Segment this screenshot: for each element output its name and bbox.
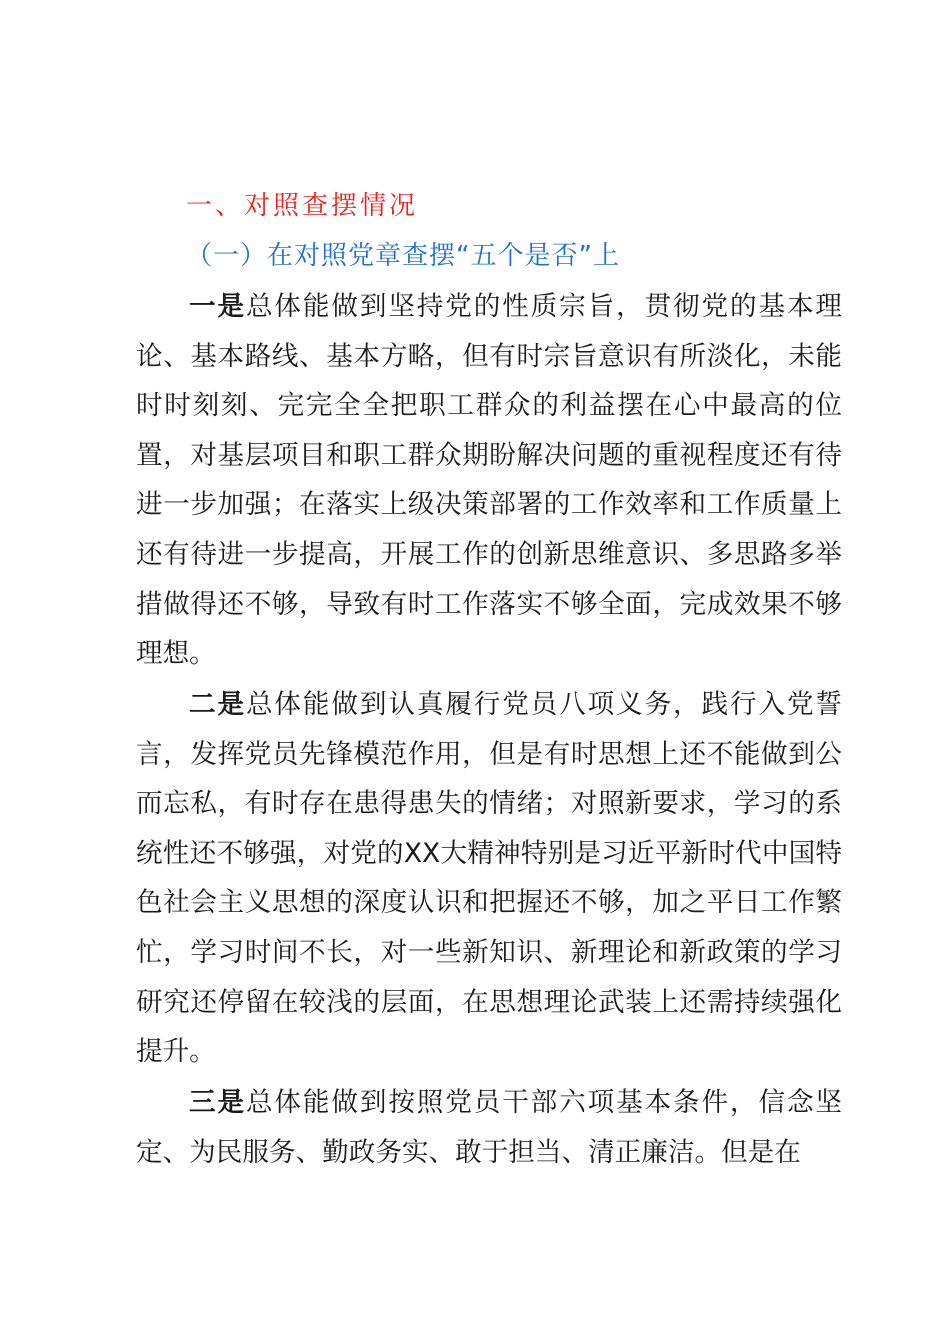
section-heading: 一、对照查摆情况 (186, 191, 419, 221)
subsection-heading: （一）在对照党章查摆“五个是否”上 (186, 241, 620, 271)
paragraph-2-text: 总体能做到认真履行党员八项义务，践行入党誓言，发挥党员先锋模范作用，但是有时思想上还不能做到公而忘私，有时存在患得患失的情绪；对照新要求，学习的系统性还不够强，对党的XX大精神特别是习近平新时代中国特色社会主义思想的深度认识和把握还不够，加之平日工作繁忙，学习时间不长，对一些新知识、新理论和新政策的学习研究还停留在较浅的层面，在思想理论武装上还需持续强化提升。 (136, 689, 843, 1068)
paragraph-3-lead: 三是 (189, 1087, 246, 1118)
paragraph-3-text: 总体能做到按照党员干部六项基本条件，信念坚定、为民服务、勤政务实、敢于担当、清正廉洁。但是在 (136, 1087, 843, 1168)
paragraph-1-text: 总体能做到坚持党的性质宗旨，贯彻党的基本理论、基本路线、基本方略，但有时宗旨意识有所淡化，未能时时刻刻、完完全全把职工群众的利益摆在心中最高的位置，对基层项目和职工群众期盼解决问题的重视程度还有待进一步加强；在落实上级决策部署的工作效率和工作质量上还有待进一步提高，开展工作的创新思维意识、多思路多举措做得还不够，导致有时工作落实不够全面，完成效果不够理想。 (136, 291, 843, 670)
paragraph-2-lead: 二是 (189, 689, 246, 720)
paragraph-1 (136, 282, 842, 679)
paragraph-3 (136, 1078, 842, 1177)
paragraph-1-lead: 一是 (189, 291, 246, 322)
paragraph-2 (136, 680, 842, 1077)
